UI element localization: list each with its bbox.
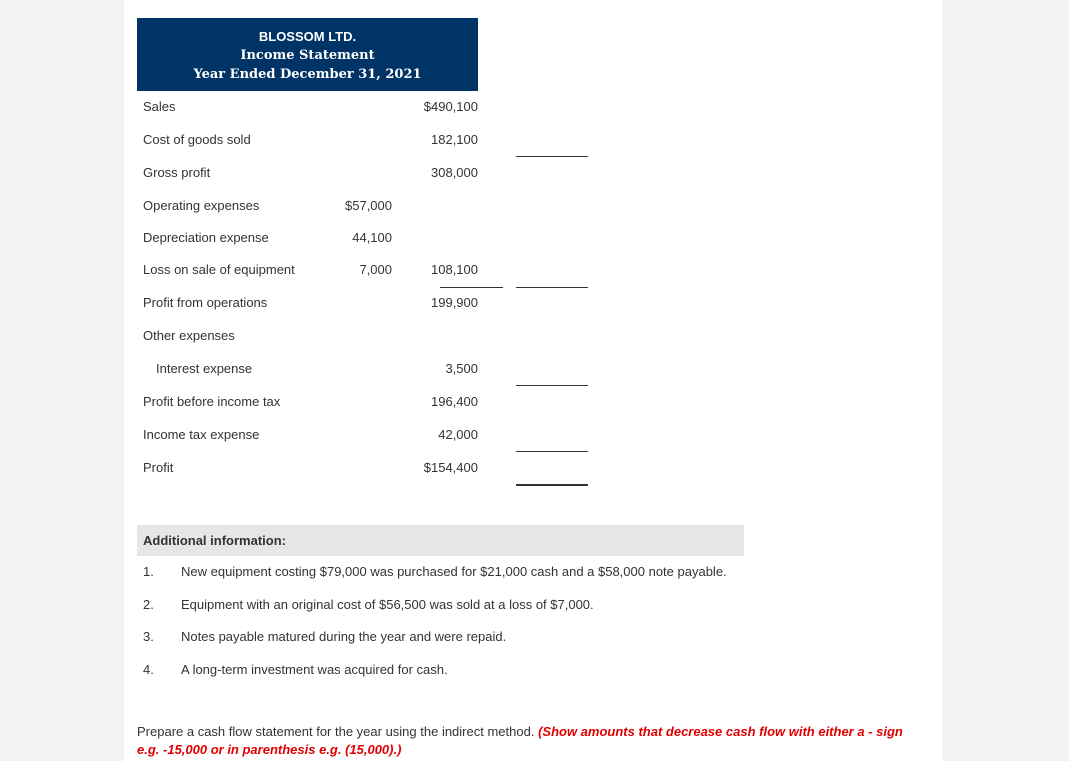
row-amount: $154,400 xyxy=(423,460,478,475)
row-label: Profit xyxy=(143,460,174,475)
statement-period: Year Ended December 31, 2021 xyxy=(193,67,422,82)
row-amount: 308,000 xyxy=(431,165,478,180)
row-sub-amount: 7,000 xyxy=(359,262,392,277)
additional-info-heading: Additional information: xyxy=(137,525,744,556)
subtotal-rule xyxy=(516,156,588,157)
statement-title: Income Statement xyxy=(240,48,375,63)
row-amount: 199,900 xyxy=(431,295,478,310)
row-amount: $490,100 xyxy=(423,99,478,114)
list-item-text: A long-term investment was acquired for cash. xyxy=(181,662,448,677)
list-item-number: 4. xyxy=(143,662,154,677)
list-item-number: 3. xyxy=(143,629,154,644)
row-label: Gross profit xyxy=(143,165,211,180)
company-name: BLOSSOM LTD. xyxy=(258,29,357,44)
row-amount: 196,400 xyxy=(431,394,478,409)
row-label: Cost of goods sold xyxy=(143,132,251,147)
row-label: Depreciation expense xyxy=(143,230,269,245)
row-label: Sales xyxy=(143,99,176,114)
row-label: Interest expense xyxy=(156,361,253,376)
page xyxy=(124,0,942,761)
prompt-text: Prepare a cash flow statement for the year using the indirect method. xyxy=(137,724,535,739)
list-item-text: Equipment with an original cost of $56,500 was sold at a loss of $7,000. xyxy=(181,597,594,612)
statement-header xyxy=(137,18,478,91)
list-item-number: 2. xyxy=(143,597,154,612)
list-item-text: Notes payable matured during the year and were repaid. xyxy=(181,629,507,644)
row-amount: 3,500 xyxy=(445,361,478,376)
row-amount: 108,100 xyxy=(431,262,478,277)
list-item-number: 1. xyxy=(143,564,154,579)
row-sub-amount: $57,000 xyxy=(345,198,392,213)
row-label: Profit before income tax xyxy=(143,394,281,409)
subtotal-rule xyxy=(516,287,588,288)
question-prompt xyxy=(137,723,917,759)
total-double-rule xyxy=(516,484,588,486)
row-label: Operating expenses xyxy=(143,198,260,213)
row-label: Profit from operations xyxy=(143,295,268,310)
subtotal-rule xyxy=(516,451,588,452)
row-sub-amount: 44,100 xyxy=(352,230,392,245)
row-amount: 42,000 xyxy=(438,427,478,442)
row-label: Loss on sale of equipment xyxy=(143,262,295,277)
subtotal-rule xyxy=(440,287,503,288)
list-item-text: New equipment costing $79,000 was purchased for $21,000 cash and a $58,000 note payable. xyxy=(181,564,727,579)
row-amount: 182,100 xyxy=(431,132,478,147)
row-label: Other expenses xyxy=(143,328,235,343)
prompt-note: (Show amounts that decrease cash flow with either a - sign e.g. -15,000 or in parenthesis e.g. (15,000).) xyxy=(137,724,903,757)
row-label: Income tax expense xyxy=(143,427,260,442)
subtotal-rule xyxy=(516,385,588,386)
